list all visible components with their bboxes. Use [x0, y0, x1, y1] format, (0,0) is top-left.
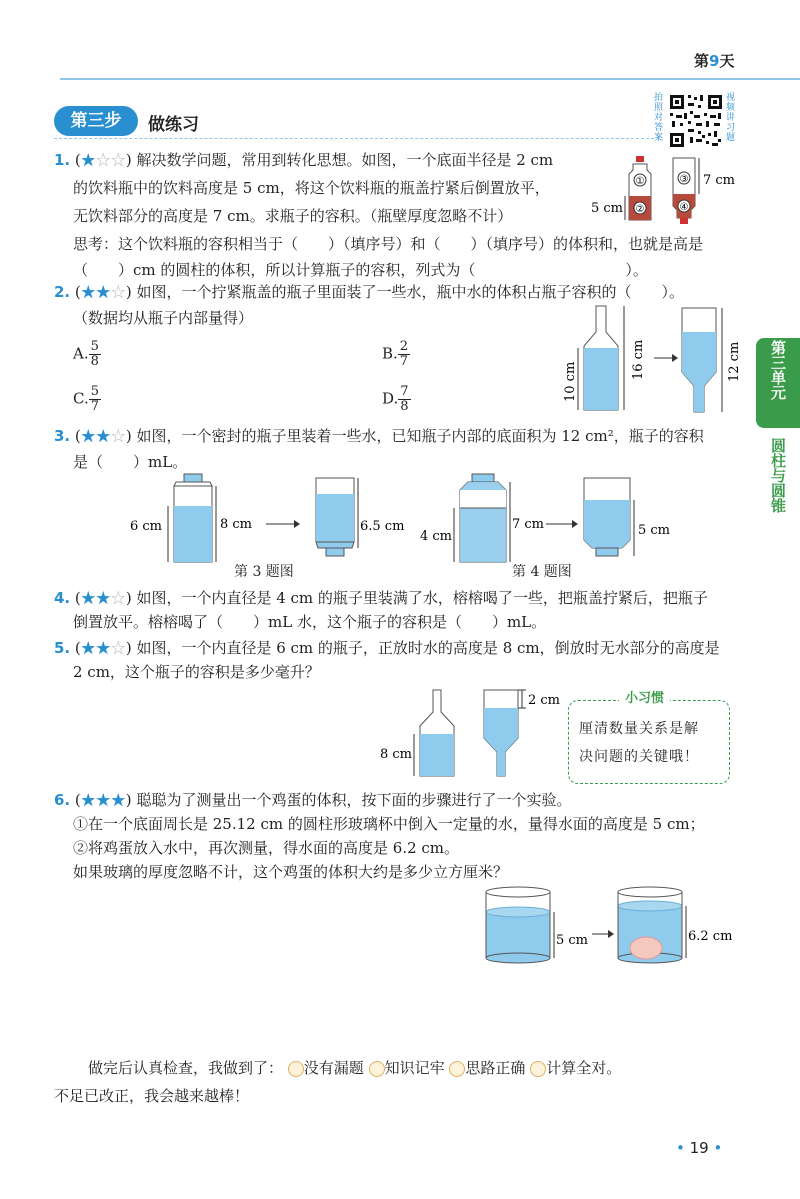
q4-line-2: 倒置放平。榕榕喝了（ ）mL 水，这个瓶子的容积是（ ）mL。 [73, 613, 547, 631]
check-circle-icon[interactable] [369, 1061, 385, 1077]
section-rule [54, 138, 654, 140]
checklist-line-2: 不足已改正，我会越来越棒！ [54, 1087, 250, 1105]
svg-text:7 cm: 7 cm [512, 517, 545, 532]
q3-line-1: 3. (★★☆) 如图，一个密封的瓶子里装着一些水，已知瓶子内部的底面积为 12 cm²，瓶子的容积 [54, 427, 704, 445]
q2-figure [560, 302, 760, 418]
habit-text-2: 决问题的关键哦！ [579, 749, 699, 765]
q3-line-2: 是（ ）mL。 [73, 453, 188, 471]
side-tab-unit: 第三单元 [756, 338, 800, 428]
section-title: 做练习 [148, 115, 199, 135]
q2-option-b[interactable]: B. $\frac{2}{7}$ [382, 339, 409, 369]
svg-text:5 cm: 5 cm [591, 201, 624, 216]
svg-text:6.5 cm: 6.5 cm [360, 519, 405, 534]
q2-option-d[interactable]: D. $\frac{7}{8}$ [382, 384, 409, 414]
svg-text:5 cm: 5 cm [638, 523, 671, 538]
q2-line-2: （数据均从瓶子内部量得） [73, 309, 254, 327]
q4-caption: 第 4 题图 [512, 564, 572, 580]
q1-line-5: （ ）cm 的圆柱的体积，所以计算瓶子的容积，列式为（ ）。 [73, 261, 648, 279]
svg-text:②: ② [635, 204, 645, 215]
q2-option-c[interactable]: C. $\frac{5}{7}$ [73, 384, 99, 414]
q3-caption: 第 3 题图 [234, 564, 294, 580]
habit-box [568, 691, 730, 784]
check-circle-icon[interactable] [288, 1061, 304, 1077]
svg-text:12 cm: 12 cm [727, 341, 742, 382]
q2-option-a[interactable]: A. $\frac{5}{8}$ [73, 339, 99, 369]
qr-right-label: 视频讲习题 [726, 93, 736, 143]
q5-line-1: 5. (★★☆) 如图，一个内直径是 6 cm 的瓶子，正放时水的高度是 8 cm，倒放时无水部分的高度是 [54, 639, 720, 657]
q1-line-3: 无饮料部分的高度是 7 cm。求瓶子的容积。（瓶壁厚度忽略不计） [73, 207, 513, 225]
q5-line-2: 2 cm，这个瓶子的容积是多少毫升？ [73, 663, 320, 681]
page-number: • 19 • [676, 1139, 723, 1157]
q4-figure [418, 472, 684, 568]
q6-line-2: ①在一个底面周长是 25.12 cm 的圆柱形玻璃杯中倒入一定量的水，量得水面的高度是 5 cm； [73, 815, 705, 833]
habit-text-1: 厘清数量关系是解 [579, 721, 699, 737]
svg-text:①: ① [635, 176, 645, 187]
q6-line-4: 如果玻璃的厚度忽略不计，这个鸡蛋的体积大约是多少立方厘米？ [73, 863, 509, 881]
side-tab-topic: 圆柱与圆锥 [769, 438, 787, 513]
checklist-line-1: 做完后认真检查，我做到了： 没有漏题 知识记牢 思路正确 计算全对。 [88, 1059, 622, 1077]
svg-text:16 cm: 16 cm [631, 339, 646, 380]
q1-line-2: 的饮料瓶中的饮料高度是 5 cm，将这个饮料瓶的瓶盖拧紧后倒置放平， [73, 179, 550, 197]
q3-figure [128, 472, 418, 568]
qr-code-icon[interactable] [668, 93, 724, 149]
svg-text:④: ④ [679, 202, 689, 213]
svg-text:2 cm: 2 cm [528, 693, 561, 708]
qr-left-label: 拍照对答案 [654, 93, 664, 143]
q6-line-1: 6. (★★★) 聪聪为了测量出一个鸡蛋的体积，按下面的步骤进行了一个实验。 [54, 791, 572, 809]
svg-text:6 cm: 6 cm [130, 519, 163, 534]
svg-text:6.2 cm: 6.2 cm [688, 929, 733, 944]
svg-text:7 cm: 7 cm [703, 173, 736, 188]
q5-figure [378, 686, 568, 782]
svg-text:8 cm: 8 cm [380, 747, 413, 762]
q6-line-3: ②将鸡蛋放入水中，再次测量，得水面的高度是 6.2 cm。 [73, 839, 460, 857]
svg-text:4 cm: 4 cm [420, 529, 453, 544]
day-label: 第9天 [694, 52, 735, 70]
svg-text:8 cm: 8 cm [220, 517, 253, 532]
q2-line-1: 2. (★★☆) 如图，一个拧紧瓶盖的瓶子里面装了一些水，瓶中水的体积占瓶子容积的（ ）。 [54, 283, 684, 301]
q1-figure [585, 152, 745, 230]
egg-icon [630, 937, 662, 959]
svg-text:10 cm: 10 cm [563, 361, 578, 402]
q1-line-4: 思考：这个饮料瓶的容积相当于（ ）（填序号）和（ ）（填序号）的体积和，也就是高是 [73, 235, 704, 253]
q4-line-1: 4. (★★☆) 如图，一个内直径是 4 cm 的瓶子里装满了水，榕榕喝了一些，把瓶盖拧紧后，把瓶子 [54, 589, 708, 607]
habit-title: 小习惯 [619, 690, 670, 708]
q6-figure [480, 884, 740, 970]
check-circle-icon[interactable] [530, 1061, 546, 1077]
section-badge: 第三步 [54, 106, 138, 136]
header-rule [60, 78, 800, 80]
q1-line-1: 1. (★☆☆) 解决数学问题，常用到转化思想。如图，一个底面半径是 2 cm [54, 151, 554, 169]
svg-text:③: ③ [679, 174, 689, 185]
check-circle-icon[interactable] [449, 1061, 465, 1077]
svg-text:5 cm: 5 cm [556, 933, 589, 948]
